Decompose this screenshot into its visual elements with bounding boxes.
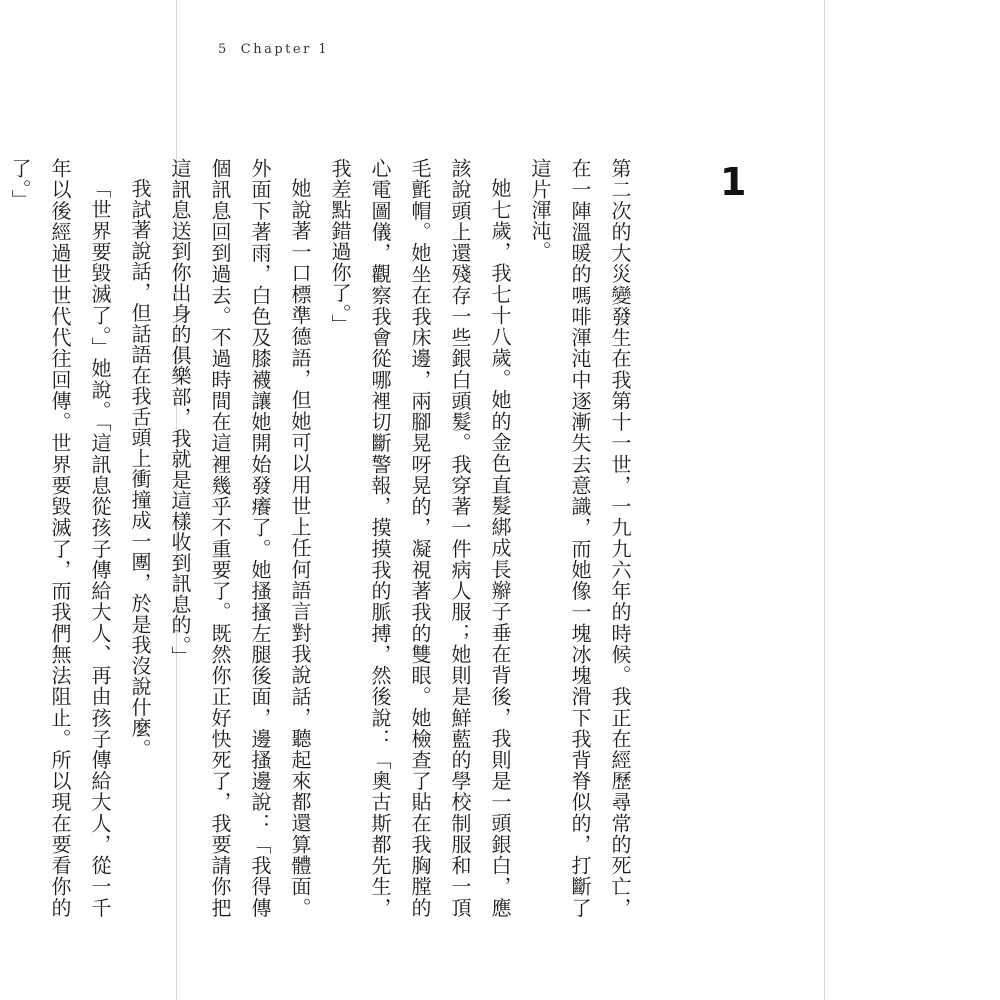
paragraph: 她七歲，我七十八歲。她的金色直髮綁成長辮子垂在背後，我則是一頭銀白，應該說頭上還殘存一些銀白頭髮。我穿著一件病人服；她則是鮮藍的學校制服和一頂毛氈帽。她坐在我床邊，兩腳晃呀晃的，凝視著我的雙眼。她檢查了貼在我胸膛的心電圖儀，觀察我會從哪裡切斷警報，摸摸我的脈搏，然後說：「奧古斯都先生，我差點錯過你了。」: [328, 158, 512, 918]
running-header: [218, 42, 329, 57]
page-number: 5: [218, 42, 229, 57]
running-title: Chapter 1: [240, 42, 330, 57]
paragraph: 她說著一口標準德語，但她可以用世上任何語言對我說話，聽起來都還算體面。外面下著雨，白色及膝襪讓她開始發癢了。她搔搔左腿後面，邊搔邊說：「我得傳個訊息回到過去。不過時間在這裡幾乎不重要了。既然你正好快死了，我要請你把這訊息送到你出身的俱樂部，我就是這樣收到訊息的。」: [168, 158, 312, 918]
chapter-number: 1: [720, 160, 747, 204]
paragraph: 我試著說話，但話語在我舌頭上衝撞成一團，於是我沒說什麼。: [128, 178, 152, 759]
paragraph: 第二次的大災變發生在我第十一世，一九九六年的時候。我正在經歷尋常的死亡，在一陣溫暖的嗎啡渾沌中逐漸失去意識，而她像一塊冰塊滑下我背脊似的，打斷了這片渾沌。: [528, 158, 632, 918]
body-text: [8, 158, 640, 918]
paragraph: 「世界要毀滅了。」她說。「這訊息從孩子傳給大人、再由孩子傳給大人，從一千年以後經過世世代代往回傳。世界要毀滅了，而我們無法阻止。所以現在要看你的了。」: [8, 158, 112, 918]
